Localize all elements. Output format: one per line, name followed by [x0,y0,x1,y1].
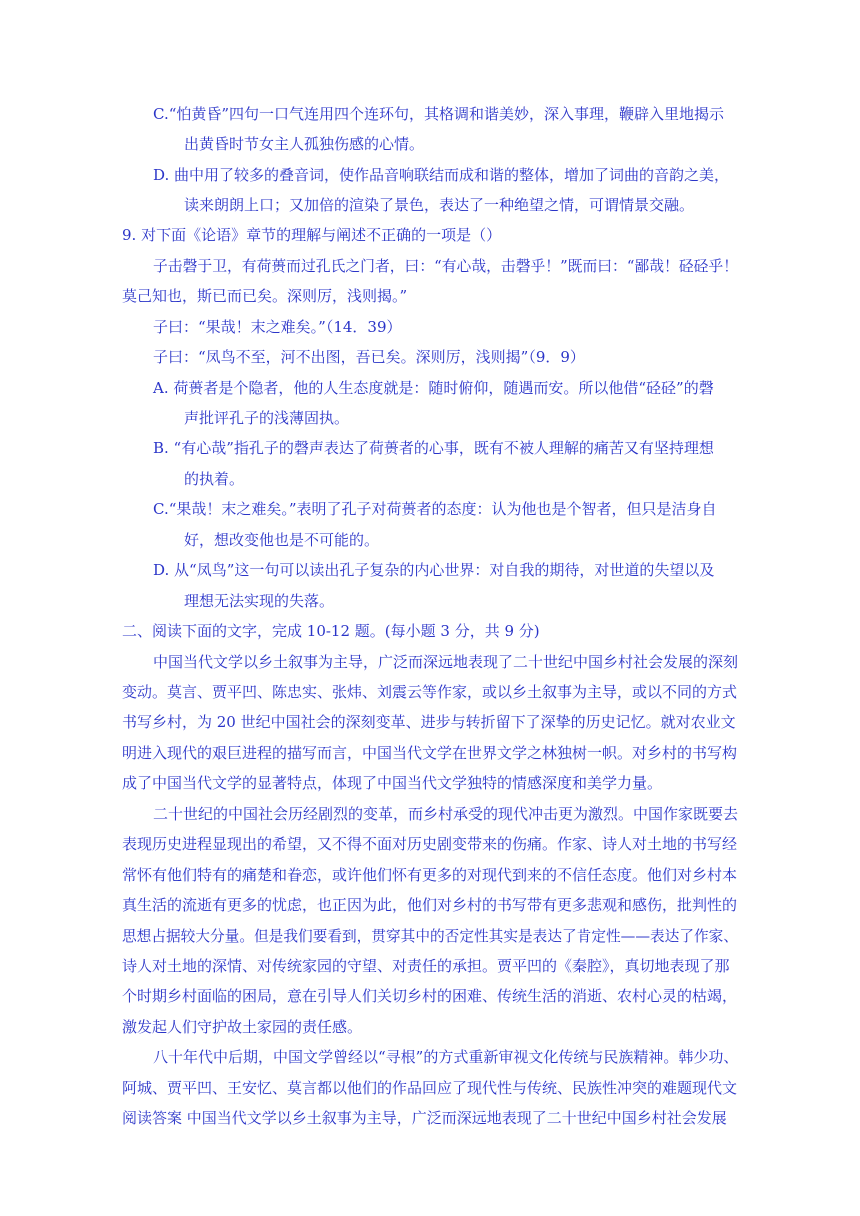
section2-heading: 二、阅读下面的文字，完成 10-12 题。(每小题 3 分，共 9 分) [122,622,540,640]
q9-option-d-line2: 理想无法实现的失落。 [184,592,335,610]
q9-option-d-line1: D. 从“凤鸟”这一句可以读出孔子复杂的内心世界：对自我的期待，对世道的失望以及 [153,561,715,579]
para1-line5: 成了中国当代文学的显著特点，体现了中国当代文学独特的情感深度和美学力量。 [122,774,663,792]
para3-line3: 阅读答案 中国当代文学以乡土叙事为主导，广泛而深远地表现了二十世纪中国乡村社会发展 [122,1109,727,1127]
para2-line2: 表现历史进程显现出的希望，又不得不面对历史剧变带来的伤痛。作家、诗人对土地的书写经 [122,835,738,853]
q8-option-c-line1: C.“怕黄昏”四句一口气连用四个连环句，其格调和谐美妙，深入事理，鞭辟入里地揭示 [153,105,725,123]
para1-line3: 书写乡村，为 20 世纪中国社会的深刻变革、进步与转折留下了深挚的历史记忆。就对农业文 [122,713,736,731]
para2-line6: 诗人对土地的深情、对传统家园的守望、对责任的承担。贾平凹的《秦腔》，真切地表现了那 [122,957,730,975]
q9-passage-line2: 莫己知也，斯已而已矣。深则厉，浅则揭。” [122,287,408,305]
q9-option-a-line1: A. 荷蒉者是个隐者，他的人生态度就是：随时俯仰，随遇而安。所以他借“硁硁”的磬 [153,379,714,397]
q9-option-b-line2: 的执着。 [184,470,245,488]
q9-passage-line3: 子曰：“果哉！末之难矣。”（14．39） [153,318,402,336]
para1-line1: 中国当代文学以乡土叙事为主导，广泛而深远地表现了二十世纪中国乡村社会发展的深刻 [153,653,739,671]
q9-option-a-line2: 声批评孔子的浅薄固执。 [184,409,350,427]
para3-line2: 阿城、贾平凹、王安忆、莫言都以他们的作品回应了现代性与传统、民族性冲突的难题现代文 [122,1079,738,1097]
para1-line2: 变动。莫言、贾平凹、陈忠实、张炜、刘震云等作家，或以乡土叙事为主导，或以不同的方式 [122,683,738,701]
q9-stem: 9. 对下面《论语》章节的理解与阐述不正确的一项是（） [122,226,502,244]
para2-line1: 二十世纪的中国社会历经剧烈的变革，而乡村承受的现代冲击更为激烈。中国作家既要去 [153,805,739,823]
q8-option-d-line1: D. 曲中用了较多的叠音词，使作品音响联结而成和谐的整体，增加了词曲的音韵之美， [153,166,730,184]
para3-line1: 八十年代中后期，中国文学曾经以“寻根”的方式重新审视文化传统与民族精神。韩少功、 [153,1048,739,1066]
para2-line8: 激发起人们守护故土家园的责任感。 [122,1018,363,1036]
q9-option-c-line1: C.“果哉！末之难矣。”表明了孔子对荷蒉者的态度：认为他也是个智者，但只是洁身自 [153,500,717,518]
q8-option-c-line2: 出黄昏时节女主人孤独伤感的心情。 [184,135,425,153]
para2-line4: 真生活的流逝有更多的忧虑，也正因为此，他们对乡村的书写带有更多悲观和感伤，批判性的 [122,896,738,914]
q9-option-b-line1: B. “有心哉”指孔子的磬声表达了荷蒉者的心事，既有不被人理解的痛苦又有坚持理想 [153,439,714,457]
para2-line3: 常怀有他们特有的痛楚和眷恋，或许他们怀有更多的对现代到来的不信任态度。他们对乡村本 [122,866,738,884]
para1-line4: 明进入现代的艰巨进程的描写而言，中国当代文学在世界文学之林独树一帜。对乡村的书写构 [122,744,738,762]
q9-option-c-line2: 好，想改变他也是不可能的。 [184,531,380,549]
para2-line5: 思想占据较大分量。但是我们要看到，贯穿其中的否定性其实是表达了肯定性——表达了作家、 [122,927,739,945]
q9-passage-line4: 子曰：“凤鸟不至，河不出图，吾已矣。深则厉，浅则揭”（9．9） [153,348,585,366]
q8-option-d-line2: 读来朗朗上口；又加倍的渲染了景色，表达了一种绝望之情，可谓情景交融。 [184,196,695,214]
q9-passage-line1: 子击磬于卫，有荷蒉而过孔氏之门者，曰：“有心哉，击磬乎！”既而曰：“鄙哉！硁硁乎！ [153,257,739,275]
para2-line7: 个时期乡村面临的困局，意在引导人们关切乡村的困难、传统生活的消逝、农村心灵的枯竭， [122,987,738,1005]
